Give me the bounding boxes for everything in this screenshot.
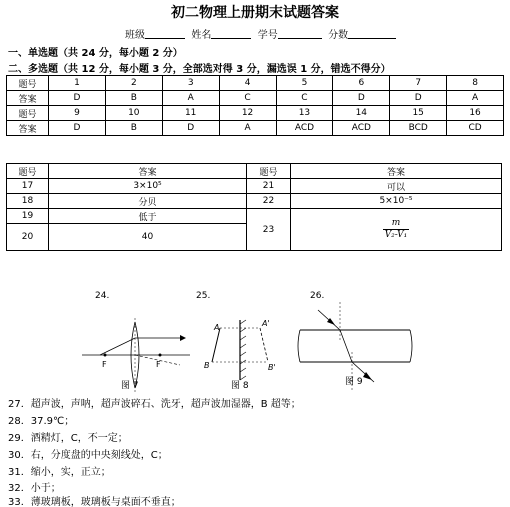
answer-32: 32．小于； — [8, 483, 61, 494]
fig24-number: 24. — [95, 291, 110, 301]
table-cell: 13 — [276, 106, 333, 121]
table-cell: 1 — [49, 76, 106, 91]
answer-label: 答案 — [7, 121, 49, 136]
arrow-icon — [180, 335, 186, 341]
image-ab — [260, 328, 268, 362]
header-num: 题号 — [247, 164, 291, 179]
table-cell: 3 — [162, 76, 219, 91]
answer-30: 30．右，分度盘的中央刻线处，C； — [8, 450, 168, 461]
table-row — [7, 194, 502, 209]
table-cell: 12 — [219, 106, 276, 121]
answer-29: 29．酒精灯，C，不一定； — [8, 433, 128, 444]
table-cell: C — [219, 91, 276, 106]
table-cell: D — [333, 91, 390, 106]
fig9-caption: 图 9 — [345, 377, 363, 387]
fig7-caption: 图 7 — [121, 381, 139, 391]
answer-33: 33．薄玻璃板，玻璃板与桌面不垂直； — [8, 497, 181, 507]
table-cell: CD — [447, 121, 504, 136]
table-cell: 21 — [247, 179, 291, 194]
table-cell: A — [447, 91, 504, 106]
table-cell: D — [49, 91, 106, 106]
header-num: 题号 — [7, 164, 49, 179]
formula-denominator: V₂-V₁ — [384, 230, 408, 240]
table-cell: 8 — [447, 76, 504, 91]
focus-label-left: F — [102, 360, 107, 369]
table-cell: D — [49, 121, 106, 136]
section-single-choice: 一、单选题（共 24 分，每小题 2 分） — [8, 48, 183, 59]
table-cell: 20 — [7, 224, 49, 251]
table-cell: 2 — [105, 76, 162, 91]
name-blank — [211, 29, 251, 39]
class-blank — [145, 29, 185, 39]
table-row — [7, 76, 504, 91]
focus-right — [159, 354, 162, 357]
formula-numerator: m — [391, 218, 401, 228]
table-row — [7, 164, 502, 179]
header-label: 题号 — [7, 76, 49, 91]
student-info-line — [125, 26, 396, 41]
refracted-ray — [340, 330, 352, 362]
class-label: 班级 — [125, 30, 145, 41]
table-cell: 7 — [390, 76, 447, 91]
point-a-label: A — [214, 323, 220, 332]
header-answer: 答案 — [49, 164, 247, 179]
id-label: 学号 — [257, 30, 278, 41]
fig25-number: 25. — [196, 291, 211, 301]
table-cell: D — [390, 91, 447, 106]
table-cell: 22 — [247, 194, 291, 209]
header-label: 题号 — [7, 106, 49, 121]
table-cell: A — [162, 91, 219, 106]
score-label: 分数 — [328, 30, 349, 41]
answer-label: 答案 — [7, 91, 49, 106]
table-cell: 40 — [49, 224, 247, 251]
fig26-number: 26. — [310, 291, 325, 301]
table-cell: 15 — [390, 106, 447, 121]
table-cell: D — [162, 121, 219, 136]
table-cell: B — [105, 91, 162, 106]
table-cell: C — [276, 91, 333, 106]
table-cell: ACD — [276, 121, 333, 136]
table-cell: 19 — [7, 209, 49, 224]
table-cell: BCD — [390, 121, 447, 136]
header-answer: 答案 — [291, 164, 502, 179]
id-blank — [278, 29, 322, 39]
incident-ray — [100, 338, 135, 355]
table-cell: ACD — [333, 121, 390, 136]
slab-edge — [298, 330, 300, 362]
table-cell: 11 — [162, 106, 219, 121]
object-ab — [212, 328, 220, 362]
table-cell: 3×10⁵ — [49, 179, 247, 194]
table-row — [7, 106, 504, 121]
fig8-caption: 图 8 — [231, 381, 249, 391]
score-blank — [348, 29, 396, 39]
table-cell: 6 — [333, 76, 390, 91]
table-row — [7, 91, 504, 106]
table-cell: 14 — [333, 106, 390, 121]
table-row — [7, 179, 502, 194]
optics-figures — [0, 300, 510, 395]
table-cell: 9 — [49, 106, 106, 121]
table-cell: A — [219, 121, 276, 136]
answer-27: 27．超声波，声呐，超声波碎石、洗牙，超声波加湿器，B 超等； — [8, 399, 301, 410]
table-cell: 分贝 — [49, 194, 247, 209]
focus-label-right: F — [156, 360, 161, 369]
table-cell: 16 — [447, 106, 504, 121]
answer-28: 28．37.9℃； — [8, 416, 75, 427]
table-row — [7, 209, 502, 224]
table-cell: 5×10⁻⁵ — [291, 194, 502, 209]
table-cell: 17 — [7, 179, 49, 194]
name-label: 姓名 — [191, 30, 212, 41]
table-cell: 可以 — [291, 179, 502, 194]
answer-31: 31．缩小，实，正立； — [8, 467, 111, 478]
table-cell: 23 — [247, 209, 291, 251]
table-cell: 4 — [219, 76, 276, 91]
slab-edge — [410, 330, 412, 362]
point-a2-label: A' — [262, 319, 270, 328]
choice-answer-table — [6, 75, 504, 136]
focus-left — [104, 354, 107, 357]
formula-cell — [291, 209, 502, 251]
table-cell: 5 — [276, 76, 333, 91]
page-title: 初二物理上册期末试题答案 — [171, 5, 339, 21]
table-cell: B — [105, 121, 162, 136]
section-multi-choice: 二、多选题（共 12 分，每小题 3 分，全部选对得 3 分，漏选误 1 分，错选不得分） — [8, 64, 391, 75]
figure-8-mirror-diagram — [204, 319, 276, 380]
point-b-label: B — [204, 361, 210, 370]
table-cell: 低于 — [49, 209, 247, 224]
point-b2-label: B' — [268, 363, 276, 372]
table-row — [7, 121, 504, 136]
table-cell: 18 — [7, 194, 49, 209]
fill-answer-table — [6, 163, 502, 251]
table-cell: 10 — [105, 106, 162, 121]
